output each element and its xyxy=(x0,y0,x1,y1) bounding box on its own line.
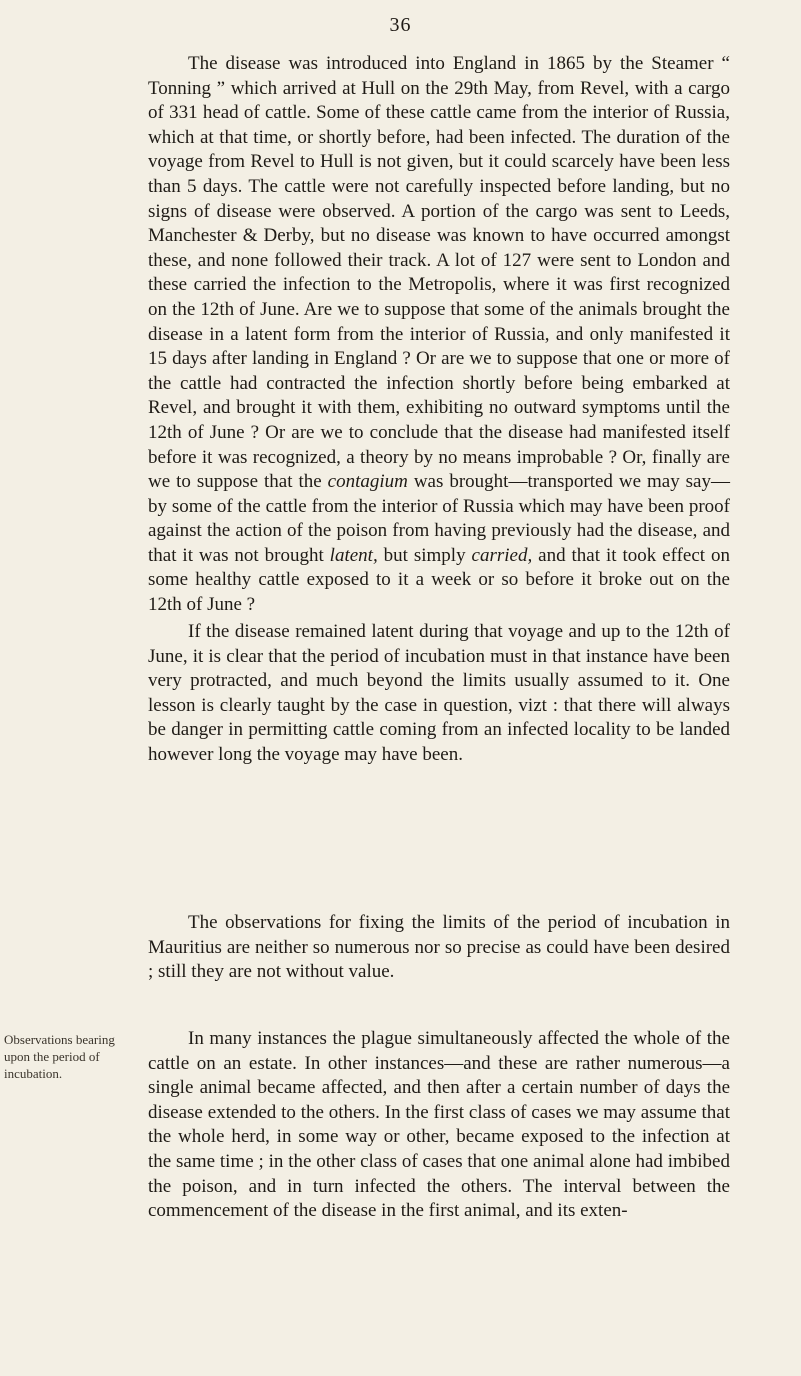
p1-segment-b: was brought—transported we may say—by some of the cattle from the interior of Russia which may have been proof against the action of the poison from having previously had the disease, and that it was not brought xyxy=(148,471,730,566)
paragraph-2 xyxy=(148,620,730,768)
paragraph-3-text: The observations for fixing the limits of the period of incubation in Mauritius are neither so numerous nor so precise as could have been desired ; still they are not without value. xyxy=(148,912,730,983)
p1-segment-d: and that it took effect on some healthy cattle exposed to it a week or so before it broke out on the 12th of June ? xyxy=(148,544,730,616)
paragraph-4-text: In many instances the plague simultaneously affected the whole of the cattle on an estate. In other instances—and these are rather numerous—a single animal became affected, and then after a certain number of days the disease extended to the others. In the first class of cases we may assume that the whole herd, in some way or other, became exposed to the infection at the same time ; in the other class of cases that one animal alone had imbibed the poison, and in turn infected the others. The interval between the commencement of the disease in the first animal, and its exten- xyxy=(148,1028,730,1222)
paragraph-3 xyxy=(148,911,730,985)
paragraph-1-text xyxy=(148,52,730,618)
paragraph-4 xyxy=(148,1027,730,1224)
p1-italic-contagium: contagium xyxy=(327,471,408,493)
p1-segment-a: The disease was introduced into England in 1865 by the Steamer “ Tonning ” which arrived at Hull on the 29th May, from Revel, with a cargo of 331 head of cattle. Some of these cattle came from the interior of Russia, which at that time, or shortly before, had been infected. The duration of the voyage from Revel to Hull is not given, but it could scarcely have been less than 5 days. The cattle were not carefully inspected before landing, but no signs of disease were observed. A portion of the cargo was sent to Leeds, Manchester & Derby, but no disease was known to have occurred amongst these, and none followed their track. A lot of 127 were sent to London and these carried the infection to the Metropolis, where it was first recognized on the 12th of June. Are we to suppose that some of the animals brought the disease in a latent form from the interior of Russia, and only manifested it 15 days after landing in England ? Or are we to suppose that one or more of the cattle had contracted the infection shortly before being embarked at Revel, and brought it with them, exhibiting no outward symptoms until the 12th of June ? Or are we to conclude that the disease had manifested itself before it was recognized, a theory by no means improbable ? Or, finally are we to suppose that the xyxy=(148,53,730,493)
p1-italic-carried: carried, xyxy=(471,544,533,566)
p1-italic-latent: latent, xyxy=(329,544,378,566)
paragraph-1 xyxy=(148,52,730,618)
page-number: 36 xyxy=(389,14,412,36)
p1-segment-c: but simply xyxy=(377,544,472,566)
paragraph-2-text: If the disease remained latent during that voyage and up to the 12th of June, it is clear that the period of incubation must in that instance have been very protracted, and much beyond the limits usually assumed to it. One lesson is clearly taught by the case in question, vizt : that there will always be danger in permitting cattle coming from an infected locality to be landed however long the voyage may have been. xyxy=(148,621,730,765)
margin-note: Observations bearing upon the period of incubation. xyxy=(4,1032,115,1081)
